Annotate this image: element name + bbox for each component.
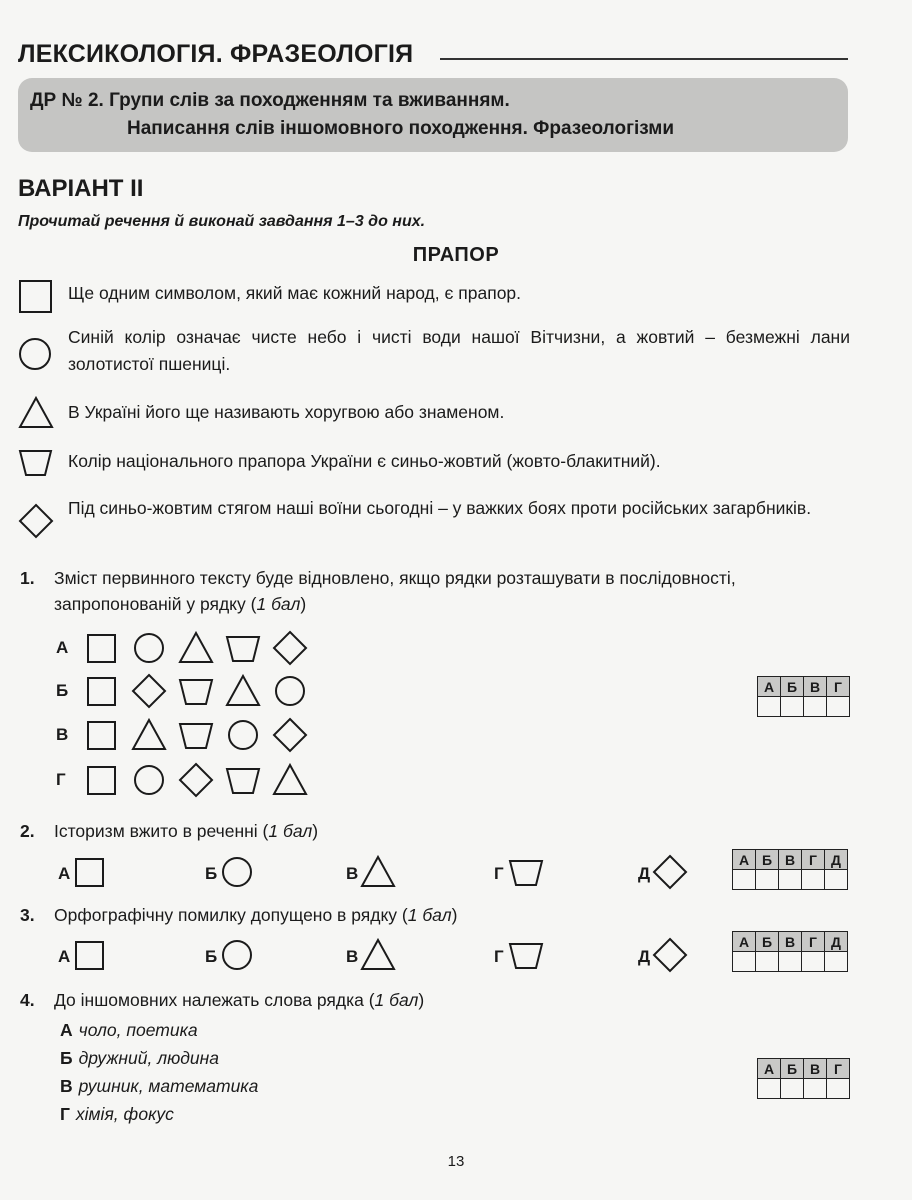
close-paren: ) <box>312 821 319 841</box>
option-letter[interactable]: В <box>346 864 359 883</box>
option-letter[interactable]: Д <box>638 947 651 966</box>
topic-line-2: Написання слів іншомовного походження. Фразеологізми <box>127 118 675 139</box>
option-letter: А <box>60 1020 73 1040</box>
sentence-2: Синій колір означає чисте небо і чисті води нашої Вітчизни, а жовтий – безмежні лани золотистої пшениці. <box>68 327 850 374</box>
row-label: Г <box>56 770 66 789</box>
header-rule <box>440 58 848 60</box>
trapezoid-icon <box>18 447 54 479</box>
answer-cell[interactable] <box>802 952 825 972</box>
answer-cell[interactable] <box>779 952 802 972</box>
option-a[interactable] <box>60 1020 198 1041</box>
trapezoid-icon <box>508 937 544 973</box>
triangle-icon <box>225 673 261 709</box>
answer-cell[interactable] <box>779 870 802 890</box>
square-icon <box>84 717 120 753</box>
row-label: А <box>56 638 69 657</box>
answer-cell[interactable] <box>756 952 779 972</box>
grid-header: А <box>733 932 756 952</box>
option-letter[interactable]: Г <box>494 864 504 883</box>
triangle-icon <box>18 395 56 431</box>
answer-cell[interactable] <box>733 952 756 972</box>
square-icon <box>84 673 120 709</box>
page-number: 13 <box>447 1153 465 1170</box>
question-text: До іншомовних належать слова рядка ( <box>54 990 375 1010</box>
question-text-cont: запропонованій у рядку ( <box>54 594 257 614</box>
grid-header: Б <box>756 850 779 870</box>
square-icon <box>72 937 108 973</box>
answer-cell[interactable] <box>733 870 756 890</box>
circle-icon <box>219 937 255 973</box>
grid-header: Г <box>827 1059 850 1079</box>
circle-icon <box>219 854 255 890</box>
option-letter[interactable]: А <box>58 947 71 966</box>
diamond-icon <box>272 630 308 666</box>
option-letter[interactable]: Г <box>494 947 504 966</box>
sentence-5: Під синьо-жовтим стягом наші воїни сьогодні – у важких боях проти російських загарбників. <box>68 498 812 518</box>
option-text: хімія, фокус <box>75 1104 174 1124</box>
variant-heading: ВАРІАНТ ІІ <box>18 175 144 202</box>
trapezoid-icon <box>178 717 214 753</box>
grid-header: Б <box>781 1059 804 1079</box>
answer-cell[interactable] <box>825 870 848 890</box>
option-letter: Б <box>60 1048 73 1068</box>
answer-cell[interactable] <box>802 870 825 890</box>
grid-header: Д <box>825 850 848 870</box>
close-paren: ) <box>451 905 458 925</box>
square-icon <box>72 854 108 890</box>
diamond-icon <box>18 503 56 541</box>
grid-header: Б <box>756 932 779 952</box>
grid-header: В <box>804 677 827 697</box>
grid-header: Д <box>825 932 848 952</box>
answer-grid-q1[interactable] <box>757 676 850 717</box>
option-letter[interactable]: Б <box>205 864 218 883</box>
triangle-icon <box>360 854 396 890</box>
option-letter[interactable]: А <box>58 864 71 883</box>
trapezoid-icon <box>178 673 214 709</box>
answer-cell[interactable] <box>758 697 781 717</box>
grid-header: В <box>779 932 802 952</box>
trapezoid-icon <box>508 854 544 890</box>
option-c[interactable] <box>60 1076 258 1097</box>
triangle-icon <box>178 630 214 666</box>
points: 1 бал <box>407 905 452 925</box>
answer-cell[interactable] <box>827 1079 850 1099</box>
option-text: чоло, поетика <box>78 1020 198 1040</box>
row-label: Б <box>56 681 69 700</box>
option-letter[interactable]: Д <box>638 864 651 883</box>
circle-icon <box>18 337 54 373</box>
option-letter: В <box>60 1076 73 1096</box>
sentence-3: В Україні його ще називають хоругвою або знаменом. <box>68 402 505 422</box>
diamond-icon <box>178 762 214 798</box>
close-paren: ) <box>300 594 307 614</box>
square-icon <box>18 279 54 315</box>
answer-cell[interactable] <box>825 952 848 972</box>
instruction: Прочитай речення й виконай завдання 1–3 до них. <box>18 213 426 230</box>
circle-icon <box>131 630 167 666</box>
square-icon <box>84 762 120 798</box>
sentence-1: Ще одним символом, який має кожний народ, є прапор. <box>68 283 522 303</box>
grid-header: В <box>804 1059 827 1079</box>
points: 1 бал <box>268 821 313 841</box>
grid-header: Б <box>781 677 804 697</box>
text-title: ПРАПОР <box>412 244 500 266</box>
answer-grid-q2[interactable] <box>732 849 848 890</box>
answer-cell[interactable] <box>781 697 804 717</box>
answer-cell[interactable] <box>781 1079 804 1099</box>
question-1 <box>20 565 736 592</box>
option-text: дружний, людина <box>78 1048 220 1068</box>
question-text: Історизм вжито в реченні ( <box>54 821 269 841</box>
sentence-4: Колір національного прапора України є синьо-жовтий (жовто-блакитний). <box>68 451 661 471</box>
question-text: Орфографічну помилку допущено в рядку ( <box>54 905 408 925</box>
diamond-icon <box>652 937 688 973</box>
question-2 <box>20 818 318 845</box>
option-text: рушник, математика <box>78 1076 259 1096</box>
triangle-icon <box>272 762 308 798</box>
question-3 <box>20 902 457 929</box>
circle-icon <box>272 673 308 709</box>
answer-cell[interactable] <box>756 870 779 890</box>
answer-cell[interactable] <box>758 1079 781 1099</box>
answer-cell[interactable] <box>804 697 827 717</box>
circle-icon <box>131 762 167 798</box>
option-d[interactable] <box>60 1104 174 1125</box>
answer-cell[interactable] <box>804 1079 827 1099</box>
option-letter[interactable]: В <box>346 947 359 966</box>
points: 1 бал <box>256 594 301 614</box>
triangle-icon <box>131 717 167 753</box>
question-text: Зміст первинного тексту буде відновлено, якщо рядки розташувати в послідовності, <box>54 568 736 588</box>
question-number: 4. <box>20 990 35 1010</box>
grid-header: А <box>758 1059 781 1079</box>
question-number: 1. <box>20 568 35 588</box>
option-letter[interactable]: Б <box>205 947 218 966</box>
topic-banner <box>18 78 848 152</box>
trapezoid-icon <box>225 630 261 666</box>
grid-header: А <box>733 850 756 870</box>
answer-grid-q3[interactable] <box>732 931 848 972</box>
trapezoid-icon <box>225 762 261 798</box>
diamond-icon <box>652 854 688 890</box>
answer-cell[interactable] <box>827 697 850 717</box>
grid-header: В <box>779 850 802 870</box>
points: 1 бал <box>374 990 419 1010</box>
answer-grid-q4[interactable] <box>757 1058 850 1099</box>
grid-header: Г <box>802 850 825 870</box>
diamond-icon <box>131 673 167 709</box>
square-icon <box>84 630 120 666</box>
question-number: 2. <box>20 821 35 841</box>
close-paren: ) <box>418 990 425 1010</box>
option-letter: Г <box>60 1104 70 1124</box>
grid-header: Г <box>827 677 850 697</box>
triangle-icon <box>360 937 396 973</box>
circle-icon <box>225 717 261 753</box>
option-b[interactable] <box>60 1048 219 1069</box>
question-1-cont <box>54 594 306 615</box>
section-title: ЛЕКСИКОЛОГІЯ. ФРАЗЕОЛОГІЯ <box>18 40 414 68</box>
topic-line-1: ДР № 2. Групи слів за походженням та вживанням. <box>30 90 510 111</box>
grid-header: А <box>758 677 781 697</box>
grid-header: Г <box>802 932 825 952</box>
question-number: 3. <box>20 905 35 925</box>
diamond-icon <box>272 717 308 753</box>
question-4 <box>20 987 424 1014</box>
row-label: В <box>56 725 69 744</box>
